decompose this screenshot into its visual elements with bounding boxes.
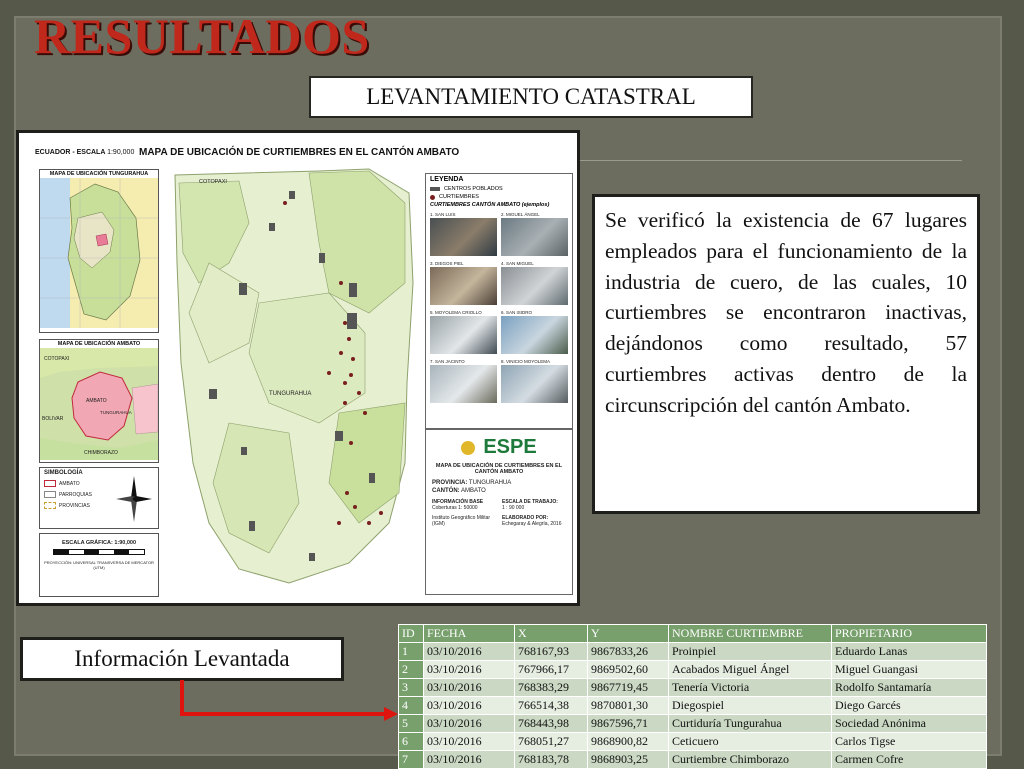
- col-id: ID: [399, 625, 424, 643]
- inset-tungurahua: [39, 169, 159, 333]
- col-fecha: FECHA: [424, 625, 515, 643]
- slide-title: RESULTADOS: [34, 8, 370, 64]
- col-propietario: PROPIETARIO: [832, 625, 987, 643]
- legend-centros-poblados: CENTROS POBLADOS: [426, 185, 572, 193]
- tannery-photos: [426, 209, 572, 406]
- scale-bar: [53, 549, 145, 555]
- map-info-box: [425, 429, 573, 595]
- map-title: MAPA DE UBICACIÓN DE CURTIEMBRES EN EL CANTÓN AMBATO: [139, 147, 460, 158]
- compass-rose-icon: [114, 474, 154, 524]
- ecuador-map-graphic: [40, 178, 158, 328]
- col-x: X: [515, 625, 588, 643]
- divider-line: [576, 160, 962, 161]
- map-legend: [425, 173, 573, 429]
- info-columns: INFORMACIÓN BASE Coberturas 1: 50000 Instituto Geográfico Militar (IGM) ESCALA DE TRABAJO: 1 : 90 000 ELABORADO POR: Echegaray & Alegría, 2016: [432, 499, 562, 527]
- tannery-photo: 6. SAN ISIDRO: [501, 309, 568, 355]
- arrow-connector: [180, 712, 386, 716]
- inset-ambato: [39, 339, 159, 463]
- info-label: Información Levantada: [20, 637, 344, 681]
- table-row: 3 03/10/2016 768383,29 9867719,45 Tenería Victoria Rodolfo Santamaría: [399, 679, 987, 697]
- table-row: 7 03/10/2016 768183,78 9868903,25 Curtiembre Chimborazo Carmen Cofre: [399, 751, 987, 769]
- inset2-label-cotopaxi: COTOPAXI: [44, 356, 70, 362]
- legend-curtiembres: CURTIEMBRES: [426, 193, 572, 201]
- legend-subtitle: CURTIEMBRES CANTÓN AMBATO (ejemplos): [430, 202, 550, 208]
- table-header-row: [399, 625, 987, 643]
- table-row: 5 03/10/2016 768443,98 9867596,71 Curtiduría Tungurahua Sociedad Anónima: [399, 715, 987, 733]
- scale-title: ESCALA GRÁFICA: 1:90,000: [61, 540, 137, 546]
- inset2-label-ambato: AMBATO: [86, 398, 107, 404]
- tannery-photo: 1. SAN LUIS: [430, 211, 497, 257]
- table-row: 1 03/10/2016 768167,93 9867833,26 Proinpiel Eduardo Lanas: [399, 643, 987, 661]
- table-row: 4 03/10/2016 766514,38 9870801,30 Diegospiel Diego Garcés: [399, 697, 987, 715]
- section-subtitle: LEVANTAMIENTO CATASTRAL: [309, 76, 753, 118]
- col-y: Y: [588, 625, 669, 643]
- inset2-label-bolivar: BOLIVAR: [42, 416, 64, 422]
- canton-row: CANTÓN: AMBATO: [432, 488, 486, 494]
- symbol-provincias: PROVINCIAS: [40, 500, 158, 511]
- legend-title: LEYENDA: [430, 176, 464, 183]
- main-map-label-cotopaxi: COTOPAXI: [199, 179, 227, 185]
- tannery-photo: 4. SAN MIGUEL: [501, 260, 568, 306]
- main-map-label-tungurahua: TUNGURAHUA: [269, 391, 312, 397]
- tannery-photo: 2. MIGUEL ÁNGEL: [501, 211, 568, 257]
- inset-ambato-title: MAPA DE UBICACIÓN AMBATO: [40, 340, 158, 348]
- arrow-head-icon: [384, 707, 398, 721]
- box-title: MAPA DE UBICACIÓN DE CURTIEMBRES EN EL CANTÓN AMBATO: [435, 463, 563, 475]
- provincia-row: PROVINCIA: TUNGURAHUA: [432, 480, 512, 486]
- tanneries-table: [398, 624, 987, 769]
- symbology-title: SIMBOLOGÍA: [44, 470, 83, 476]
- symbol-ambato: AMBATO: [40, 478, 158, 489]
- tannery-photo: 5. MOYOLEMA CRIOLLO: [430, 309, 497, 355]
- inset-tungurahua-title: MAPA DE UBICACIÓN TUNGURAHUA: [40, 170, 158, 178]
- tannery-photo: 3. DIEGOS PIEL: [430, 260, 497, 306]
- table-row: 2 03/10/2016 767966,17 9869502,60 Acabados Miguel Ángel Miguel Guangasi: [399, 661, 987, 679]
- espe-logo: ESPE: [426, 430, 572, 459]
- scale-panel: [39, 533, 159, 597]
- col-nombre: NOMBRE CURTIEMBRE: [669, 625, 832, 643]
- arrow-connector: [180, 680, 184, 714]
- results-description: Se verificó la existencia de 67 lugares empleados para el funcionamiento de la industria de cuero, de las cuales, 10 curtiembres se encontraron inactivas, dejándonos como resultado, 57 curtiembres activas dentro de la circunscripción del cantón Ambato.: [592, 194, 980, 514]
- ambato-inset-graphic: [40, 348, 158, 460]
- inset2-label-tungurahua: TUNGURAHUA: [100, 410, 132, 415]
- map-scale-header: ECUADOR - ESCALA 1:90,000: [35, 149, 135, 156]
- table-row: 6 03/10/2016 768051,27 9868900,82 Ceticuero Carlos Tigse: [399, 733, 987, 751]
- inset2-label-chimborazo: CHIMBORAZO: [84, 450, 118, 456]
- symbol-parroquias: PARROQUIAS: [40, 489, 158, 500]
- main-map-graphic: [169, 163, 421, 601]
- espe-seal-icon: [461, 441, 475, 455]
- tannery-photo: 8. VINICIO MOYOLEMA: [501, 358, 568, 404]
- symbology-panel: [39, 467, 159, 529]
- location-map: [16, 130, 580, 606]
- tannery-photo: 7. SAN JACINTO: [430, 358, 497, 404]
- projection-text: PROYECCIÓN: UNIVERSAL TRANSVERSA DE MERCATOR (UTM): [44, 560, 154, 570]
